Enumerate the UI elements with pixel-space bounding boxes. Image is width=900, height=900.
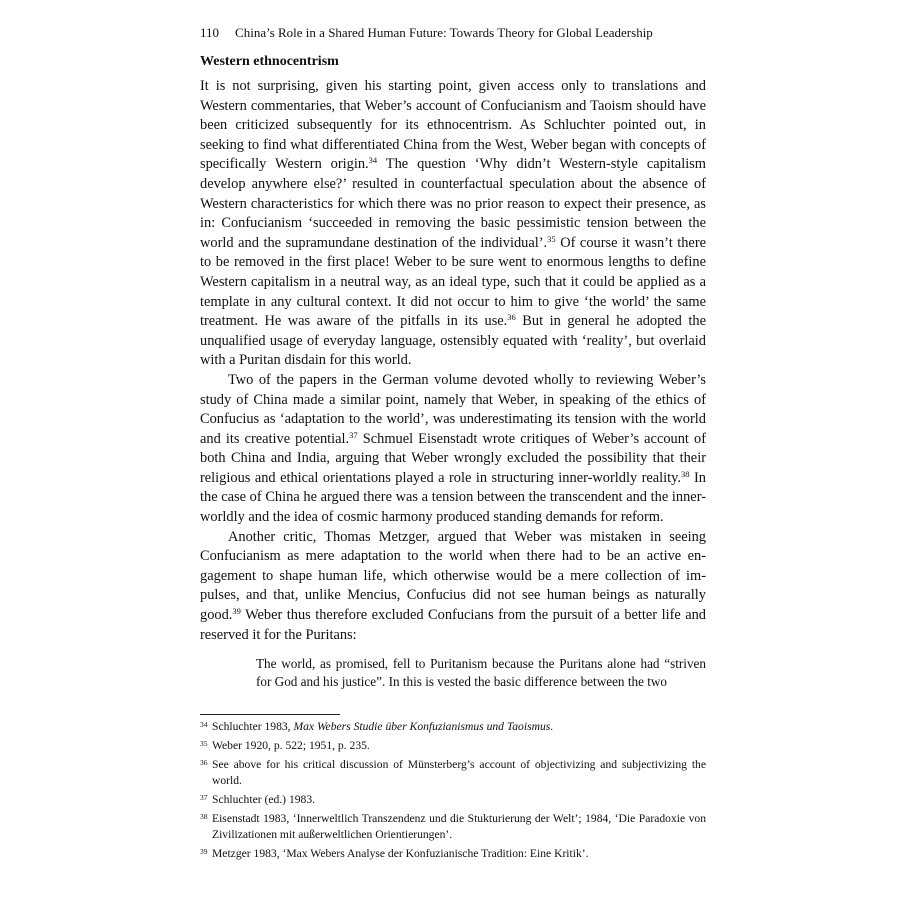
footnote-37 [200,792,706,808]
footnote-mark: 36 [200,757,208,767]
footnote-mark: 35 [200,738,208,748]
footnote-ref-39: 39 [232,606,241,617]
paragraph-2 [200,371,706,528]
paragraph-1-text-b: The question ‘Why didn’t Western-style capitalism develop anywhere else?’ resulted in counterfactual speculation about the absence of Western characteristics for which there was no prior reason to expect their presence, as in: Confucianism ‘succeeded in removing the basic pessimistic tension between the world and the supramundane destination of the individual’. [200,156,706,251]
paragraph-3-text-a: Another critic, Thomas Metzger, argued that Weber was mistaken in seeing Confucianism as mere adaptation to the world when there had to be an active engagement to shape human life, which otherwise would be a mere collection of impulses, and that, unlike Mencius, Confucius did not see human beings as naturally good. [200,528,706,624]
paragraph-3-text-b: Weber thus therefore excluded Confucians from the pursuit of a better life and reserved it for the Puritans: [200,607,706,643]
paragraph-2-text-c: In the case of China he argued there was a tension between the transcendent and the inner-worldly and the idea of cosmic harmony produced standing demands for reform. [200,469,707,526]
footnote-mark: 39 [200,846,208,856]
footnote-34 [200,719,706,735]
footnote-ref-34: 34 [368,155,378,166]
paragraph-1-text-a: It is not surprising, given his starting point, given access only to translations and Western commentaries, that Weber’s account of Confucianism and Taoism should have been criticized subsequently for its ethnocentrism. As Schluchter pointed out, in seeking to find what differentiated China from the West, Weber began with concepts of specifically Western origin. [200,78,706,173]
footnote-ref-35: 35 [547,233,556,244]
footnote-text: Metzger 1983, ‘Max Webers Analyse der Konfuzianische Tradition: Eine Kritik’. [212,846,589,860]
paragraph-1-text-c: Of course it wasn’t there to be removed in the first place! Weber to be sure went to enormous lengths to define Western capitalism in a neutral way, as an ideal type, such that it could be applied as a template in any cultural context. It did not occur to him to give ‘the world’ the same treatment. He was aware of the pitfalls in its use. [200,234,707,330]
paragraph-3 [200,528,706,646]
footnote-ref-38: 38 [681,468,690,479]
paragraph-1-text-d: But in general he adopted the unqualified usage of everyday language, ostensibly equated with ‘reality’, but overlaid with a Puritan disdain for this world. [200,313,706,369]
footnote-text: Schluchter 1983, [212,719,294,733]
footnote-36 [200,757,706,789]
footnote-text: Schluchter (ed.) 1983. [212,792,316,806]
footnote-39 [200,846,706,862]
page-number: 110 [200,25,220,40]
footnote-35 [200,738,706,754]
footnote-title-italic: Max Webers Studie über Konfuzianismus und Taoismus [293,719,551,733]
footnote-mark: 34 [200,719,208,729]
paragraph-1 [200,77,706,371]
footnotes [200,719,706,862]
section-heading: Western ethnocentrism [200,54,339,69]
running-head [200,24,706,42]
footnote-text: Eisenstadt 1983, ‘Innerweltlich Transzendenz und die Stukturierung der Welt’; 1984, ‘Die Paradoxie von Zivilizationen mit außerweltlichen Orientierungen’. [212,811,706,841]
paragraph-2-text-b: Schmuel Eisenstadt wrote critiques of Weber’s account of both China and India, arguing that Weber wrongly excluded the possibility that their religious and ethical orientations played a role in structuring inner-worldly reality. [200,430,706,486]
footnote-text-end: . [550,719,554,733]
footnote-mark: 38 [200,811,208,821]
book-title: China’s Role in a Shared Human Future: Towards Theory for Global Leadership [235,25,653,40]
footnote-divider [200,714,340,715]
footnote-text: See above for his critical discussion of Münsterberg’s account of objectivizing and subjectivizing the world. [212,757,706,787]
book-page [200,24,706,865]
footnote-text: Weber 1920, p. 522; 1951, p. 235. [212,738,370,752]
footnote-38 [200,811,706,843]
paragraph-2-text-a: Two of the papers in the German volume devoted wholly to reviewing Weber’s study of China made a similar point, namely that Weber, in speaking of the ethics of Confucius as ‘adaptation to the world’, was underestimating its tension with the world and its creative potential. [200,371,706,447]
footnote-ref-37: 37 [349,429,358,440]
footnote-mark: 37 [200,792,208,802]
block-quote: The world, as promised, fell to Puritanism because the Puritans alone had “striven for God and his justice”. In this is vested the basic difference between the two [256,656,706,690]
footnote-ref-36: 36 [507,312,516,323]
